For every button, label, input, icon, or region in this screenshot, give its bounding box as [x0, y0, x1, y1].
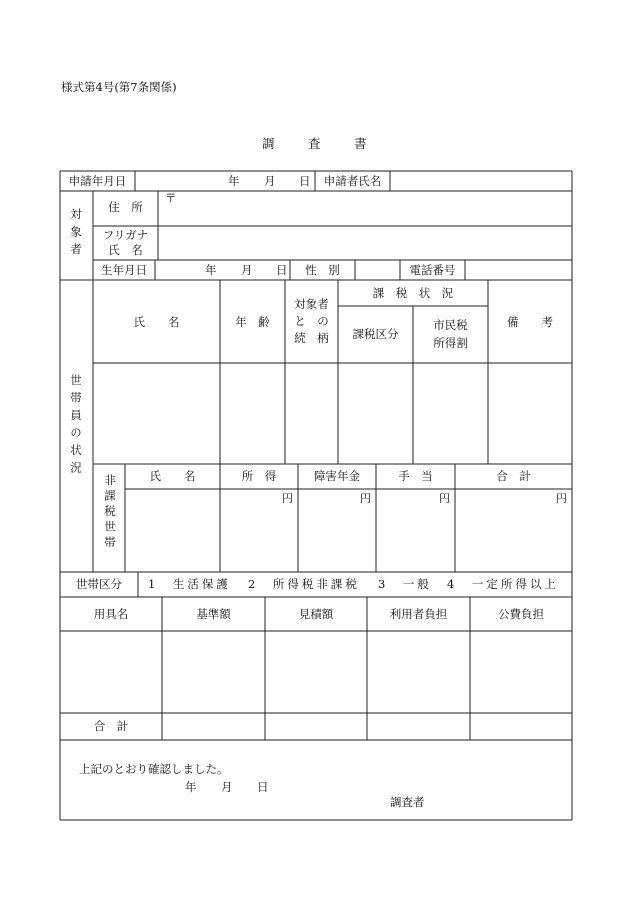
title-char-2: 査 [308, 136, 321, 151]
birth-date-label: 生年月日 [101, 263, 147, 277]
member-tax-class-field[interactable] [340, 365, 411, 462]
income-header: 所 得 [241, 469, 277, 483]
applicant-name-label: 申請者氏名 [323, 174, 382, 188]
category-label: 世帯区分 [76, 577, 122, 591]
pension-field[interactable] [300, 505, 374, 570]
nontax-household-label: 非課税世帯 [103, 474, 117, 552]
public-burden-header: 公費負担 [498, 607, 544, 621]
application-date-label: 申請年月日 [68, 174, 127, 188]
application-month-label: 月 [264, 174, 276, 188]
phone-label: 電話番号 [409, 263, 456, 277]
address-label: 住 所 [108, 200, 143, 214]
relation-header-line-3: 続 柄 [294, 331, 329, 345]
user-burden-total-field[interactable] [369, 715, 468, 738]
income-total-field[interactable] [457, 505, 570, 570]
city-tax-header-line-1: 市民税 [433, 318, 468, 332]
postal-mark: 〒 [165, 191, 177, 205]
subject-name-field[interactable] [160, 228, 570, 258]
birth-day-label: 日 [276, 263, 288, 277]
member-age-header: 年 齢 [235, 315, 270, 329]
standard-amount-field[interactable] [164, 633, 263, 711]
standard-amount-total-field[interactable] [164, 715, 263, 738]
applicant-name-field[interactable] [392, 173, 570, 189]
allowance-field[interactable] [378, 505, 453, 570]
equipment-total-label: 合 計 [93, 719, 129, 733]
user-burden-field[interactable] [369, 633, 468, 711]
allowance-header: 手 当 [398, 469, 433, 483]
member-age-field[interactable] [222, 365, 283, 462]
city-tax-header-line-2: 所得割 [433, 336, 468, 350]
investigator-signature-field[interactable] [432, 792, 562, 812]
nontax-name-header: 氏 名 [149, 469, 196, 483]
title-char-1: 調 [262, 136, 275, 151]
public-burden-field[interactable] [472, 633, 570, 711]
category-option-4[interactable]: 4 一定所得以上 [447, 577, 559, 591]
sex-field[interactable] [357, 262, 398, 278]
birth-year-label: 年 [205, 263, 217, 277]
category-option-1[interactable]: 1 生活保護 [148, 577, 231, 591]
member-remarks-field[interactable] [490, 365, 570, 462]
confirmation-month-label: 月 [221, 780, 233, 794]
member-city-tax-field[interactable] [415, 365, 486, 462]
subject-section-label: 対象者 [69, 208, 83, 261]
investigator-label: 調査者 [390, 795, 425, 809]
confirmation-day-label: 日 [257, 780, 269, 794]
total-yen-unit: 円 [556, 492, 567, 505]
standard-amount-header: 基準額 [196, 607, 231, 621]
income-yen-unit: 円 [282, 492, 293, 505]
relation-header-line-1: 対象者 [294, 297, 329, 311]
allowance-yen-unit: 円 [439, 492, 450, 505]
member-relation-field[interactable] [287, 365, 336, 462]
equipment-name-field[interactable] [62, 633, 160, 711]
estimate-amount-header: 見積額 [298, 607, 334, 621]
nontax-name-field[interactable] [127, 491, 218, 570]
estimate-amount-total-field[interactable] [267, 715, 365, 738]
member-name-field[interactable] [95, 365, 218, 462]
birth-month-label: 月 [241, 263, 253, 277]
member-name-header: 氏 名 [133, 315, 180, 329]
estimate-amount-field[interactable] [267, 633, 365, 711]
confirmation-statement: 上記のとおり確認しました。 [79, 762, 229, 776]
relation-header-line-2: と の [294, 314, 329, 328]
tax-class-header: 課税区分 [352, 327, 399, 341]
user-burden-header: 利用者負担 [389, 607, 448, 621]
phone-field[interactable] [467, 262, 570, 278]
category-option-3[interactable]: 3 一般 [378, 577, 432, 591]
title-char-3: 書 [354, 136, 367, 151]
remarks-header: 備 考 [507, 315, 553, 329]
equipment-name-header: 用具名 [93, 607, 129, 621]
confirmation-year-label: 年 [185, 780, 197, 794]
category-option-2[interactable]: 2 所得税非課税 [248, 577, 360, 591]
pension-yen-unit: 円 [360, 492, 371, 505]
sex-label: 性 別 [305, 263, 340, 277]
address-field[interactable] [160, 193, 570, 224]
application-day-label: 日 [299, 174, 311, 188]
public-burden-total-field[interactable] [472, 715, 570, 738]
furigana-label: フリガナ [102, 228, 149, 242]
subject-name-label: 氏 名 [108, 243, 143, 257]
form-number: 様式第4号(第7条関係) [61, 80, 177, 94]
pension-header: 障害年金 [314, 469, 360, 483]
application-year-label: 年 [228, 174, 240, 188]
household-section-label: 世帯員の状況 [69, 374, 83, 479]
income-field[interactable] [222, 505, 296, 570]
tax-status-header: 課 税 状 況 [372, 286, 454, 300]
income-total-header: 合 計 [496, 469, 531, 483]
